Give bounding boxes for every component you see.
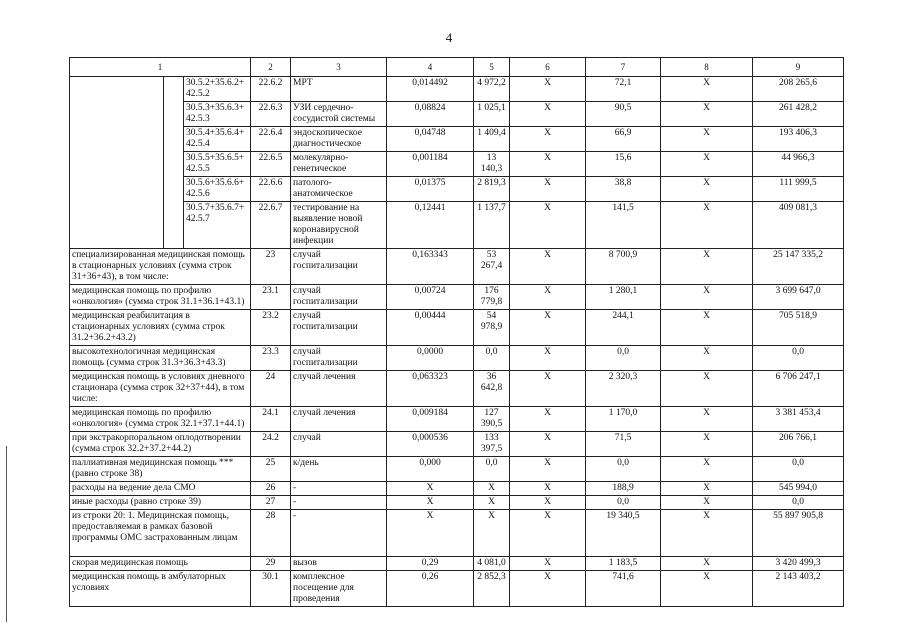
row-label: медицинская помощь в условиях дневного стационара (сумма строк 32+37+44), в том числе: (70, 371, 251, 407)
table-cell: 22.6.7 (251, 202, 291, 249)
table-cell: 3 381 453,4 (753, 407, 844, 432)
table-row (70, 77, 844, 102)
table-cell: 1 280,1 (586, 285, 661, 310)
table-cell: 23 (251, 249, 291, 285)
table-cell: 30.5.3+35.6.3+ 42.5.3 (184, 102, 251, 127)
table-cell: X (474, 482, 510, 496)
column-header: 6 (510, 58, 586, 77)
table-cell: 90,5 (586, 102, 661, 127)
column-header-row (70, 58, 844, 77)
table-cell: X (510, 346, 586, 371)
row-label: иные расходы (равно строке 39) (70, 496, 251, 510)
table-cell: 0,000 (387, 457, 474, 482)
table-cell: случай госпитализации (291, 285, 387, 310)
table-cell: 29 (251, 557, 291, 571)
table-cell: 1 409,4 (474, 127, 510, 152)
table-cell: X (510, 571, 586, 607)
table-cell: патолого-анатомическое (291, 177, 387, 202)
table-cell: 0,0 (753, 346, 844, 371)
table-cell: 23.3 (251, 346, 291, 371)
table-cell: случай лечения (291, 371, 387, 407)
table-cell: эндоскопическое диагностическое (291, 127, 387, 152)
table-cell: 13 140,3 (474, 152, 510, 177)
table-cell: X (661, 102, 753, 127)
table-cell: 3 699 647,0 (753, 285, 844, 310)
table-cell: 0,26 (387, 571, 474, 607)
column-header: 4 (387, 58, 474, 77)
table-cell: случай лечения (291, 407, 387, 432)
table-cell: 30.5.4+35.6.4+ 42.5.4 (184, 127, 251, 152)
table-cell: случай (291, 432, 387, 457)
column-header: 8 (661, 58, 753, 77)
table-cell: 0,0 (586, 346, 661, 371)
table-cell: 0,29 (387, 557, 474, 571)
table-cell: X (510, 557, 586, 571)
table-cell: 30.5.2+35.6.2+ 42.5.2 (184, 77, 251, 102)
table-cell: X (510, 457, 586, 482)
table-cell: X (474, 496, 510, 510)
table-cell: 2 143 403,2 (753, 571, 844, 607)
table-cell: X (510, 152, 586, 177)
table-cell: 0,0 (586, 496, 661, 510)
table-cell: 176 779,8 (474, 285, 510, 310)
table-cell: 22.6.4 (251, 127, 291, 152)
table-cell: 24 (251, 371, 291, 407)
table-cell: 2 819,3 (474, 177, 510, 202)
table-cell: случай госпитализации (291, 346, 387, 371)
table-cell: 36 642,8 (474, 371, 510, 407)
table-cell: 26 (251, 482, 291, 496)
table-row (70, 310, 844, 346)
table-cell: случай госпитализации (291, 249, 387, 285)
column-header: 9 (753, 58, 844, 77)
table-cell: X (661, 346, 753, 371)
table-cell: 44 966,3 (753, 152, 844, 177)
table-cell: 22.6.2 (251, 77, 291, 102)
table-cell: X (510, 177, 586, 202)
table-cell: 0,0 (474, 457, 510, 482)
table-cell: 30.5.7+35.6.7+ 42.5.7 (184, 202, 251, 249)
table-row (70, 285, 844, 310)
row-label: высокотехнологичная медицинская помощь (сумма строк 31.3+36.3+43.3) (70, 346, 251, 371)
table-row (70, 202, 844, 249)
table-cell: 2 320,3 (586, 371, 661, 407)
table-cell: 1 025,1 (474, 102, 510, 127)
table-cell: 188,9 (586, 482, 661, 496)
table-cell: 53 267,4 (474, 249, 510, 285)
table-row (70, 127, 844, 152)
table-row (70, 482, 844, 496)
table-cell: 72,1 (586, 77, 661, 102)
row-label: медицинская реабилитация в стационарных условиях (сумма строк 31.2+36.2+43.2) (70, 310, 251, 346)
table-cell: к/день (291, 457, 387, 482)
column-header: 2 (251, 58, 291, 77)
table-cell: 22.6.5 (251, 152, 291, 177)
table-cell: - (291, 496, 387, 510)
table-row (70, 557, 844, 571)
table-cell: 8 700,9 (586, 249, 661, 285)
table-cell: 2 852,3 (474, 571, 510, 607)
table-cell: 66,9 (586, 127, 661, 152)
table-row (70, 407, 844, 432)
merged-cell (164, 77, 184, 249)
table-row (70, 432, 844, 457)
table-row (70, 571, 844, 607)
table-cell: X (510, 510, 586, 557)
table-cell: X (510, 407, 586, 432)
table-cell: 28 (251, 510, 291, 557)
table-cell: 0,00444 (387, 310, 474, 346)
table-cell: X (510, 432, 586, 457)
table-cell: 0,163343 (387, 249, 474, 285)
table-cell: 0,04748 (387, 127, 474, 152)
column-header: 1 (70, 58, 251, 77)
table-cell: X (661, 510, 753, 557)
table-row (70, 346, 844, 371)
table-row (70, 102, 844, 127)
column-header: 7 (586, 58, 661, 77)
table-cell: 4 081,0 (474, 557, 510, 571)
table-cell: 741,6 (586, 571, 661, 607)
table-cell: X (661, 457, 753, 482)
table-cell: 4 972,2 (474, 77, 510, 102)
table-cell: X (387, 482, 474, 496)
table-cell: 705 518,9 (753, 310, 844, 346)
table-row (70, 249, 844, 285)
table-cell: 133 397,5 (474, 432, 510, 457)
table-cell: X (510, 102, 586, 127)
table-cell: МРТ (291, 77, 387, 102)
margin-line (6, 446, 7, 622)
table-cell: случай госпитализации (291, 310, 387, 346)
row-label: специализированная медицинская помощь в стационарных условиях (сумма строк 31+36+43), в том числе: (70, 249, 251, 285)
table-cell: X (510, 249, 586, 285)
row-label: при экстракорпоральном оплодотворении (сумма строк 32.2+37.2+44.2) (70, 432, 251, 457)
table-cell: X (510, 371, 586, 407)
table-cell: X (510, 77, 586, 102)
table-cell: X (661, 557, 753, 571)
table-cell: 24.1 (251, 407, 291, 432)
table-cell: 15,6 (586, 152, 661, 177)
table-cell: 0,08824 (387, 102, 474, 127)
table-cell: X (661, 127, 753, 152)
table-cell: 30.5.5+35.6.5+ 42.5.5 (184, 152, 251, 177)
table-cell: 24.2 (251, 432, 291, 457)
table-cell: 193 406,3 (753, 127, 844, 152)
table-cell: X (661, 371, 753, 407)
table-cell: 545 994,0 (753, 482, 844, 496)
page-number: 4 (445, 30, 453, 45)
table-cell: 71,5 (586, 432, 661, 457)
row-label: медицинская помощь по профилю «онкология» (сумма строк 32.1+37.1+44.1) (70, 407, 251, 432)
table-cell: 1 137,7 (474, 202, 510, 249)
table-cell: X (661, 407, 753, 432)
table-cell: 0,0 (586, 457, 661, 482)
table-cell: 0,000536 (387, 432, 474, 457)
table-cell: X (510, 285, 586, 310)
table-cell: X (661, 310, 753, 346)
table-cell: X (661, 152, 753, 177)
table-cell: - (291, 510, 387, 557)
table-cell: - (291, 482, 387, 496)
table-cell: молекулярно-генетическое (291, 152, 387, 177)
table-row (70, 177, 844, 202)
column-header: 5 (474, 58, 510, 77)
table-cell: 0,0 (474, 346, 510, 371)
table-row (70, 510, 844, 557)
table-cell: 206 766,1 (753, 432, 844, 457)
table-cell: 0,009184 (387, 407, 474, 432)
table-cell: комплексное посещение для проведения (291, 571, 387, 607)
table-cell: 38,8 (586, 177, 661, 202)
table-row (70, 152, 844, 177)
table-cell: X (661, 177, 753, 202)
table-cell: 0,12441 (387, 202, 474, 249)
table-row (70, 457, 844, 482)
table-cell: 30.5.6+35.6.6+ 42.5.6 (184, 177, 251, 202)
table-cell: 0,014492 (387, 77, 474, 102)
table-cell: 25 (251, 457, 291, 482)
table-cell: 23.2 (251, 310, 291, 346)
table-cell: X (661, 202, 753, 249)
table-cell: вызов (291, 557, 387, 571)
table-cell: 0,001184 (387, 152, 474, 177)
table-cell: X (510, 496, 586, 510)
table-cell: 3 420 499,3 (753, 557, 844, 571)
row-label: расходы на ведение дела СМО (70, 482, 251, 496)
table-cell: 30.1 (251, 571, 291, 607)
table-cell: 409 081,3 (753, 202, 844, 249)
table-cell: X (661, 496, 753, 510)
row-label: медицинская помощь в амбулаторных условиях (70, 571, 251, 607)
row-label: медицинская помощь по профилю «онкология» (сумма строк 31.1+36.1+43.1) (70, 285, 251, 310)
row-label: скорая медицинская помощь (70, 557, 251, 571)
table-cell: 0,00724 (387, 285, 474, 310)
table-cell: X (661, 482, 753, 496)
table-cell: 141,5 (586, 202, 661, 249)
table-cell: X (661, 432, 753, 457)
table-cell: X (510, 127, 586, 152)
table-cell: тестирование на выявление новой коронавирусной инфекции (291, 202, 387, 249)
column-header: 3 (291, 58, 387, 77)
merged-cell (70, 77, 164, 249)
table-cell: X (474, 510, 510, 557)
table-cell: 22.6.6 (251, 177, 291, 202)
table-cell: X (387, 510, 474, 557)
table-cell: 27 (251, 496, 291, 510)
table-cell: 55 897 905,8 (753, 510, 844, 557)
table-cell: X (661, 571, 753, 607)
table-cell: X (510, 310, 586, 346)
table-cell: X (661, 285, 753, 310)
table-cell: 6 706 247,1 (753, 371, 844, 407)
table-cell: 208 265,6 (753, 77, 844, 102)
table-cell: 0,0000 (387, 346, 474, 371)
table-cell: 1 170,0 (586, 407, 661, 432)
table-cell: 0,0 (753, 496, 844, 510)
table-cell: 23.1 (251, 285, 291, 310)
table-cell: 0,0 (753, 457, 844, 482)
table-cell: X (387, 496, 474, 510)
table-cell: 261 428,2 (753, 102, 844, 127)
row-label: паллиативная медицинская помощь *** (равно строке 38) (70, 457, 251, 482)
table-cell: 19 340,5 (586, 510, 661, 557)
table-cell: X (661, 77, 753, 102)
table-cell: 22.6.3 (251, 102, 291, 127)
table-cell: УЗИ сердечно-сосудистой системы (291, 102, 387, 127)
table-cell: X (661, 249, 753, 285)
table-cell: 25 147 335,2 (753, 249, 844, 285)
table-cell: 244,1 (586, 310, 661, 346)
table-cell: 54 978,9 (474, 310, 510, 346)
data-table (69, 57, 844, 607)
table-cell: 127 390,5 (474, 407, 510, 432)
table-cell: X (510, 202, 586, 249)
table-cell: 0,01375 (387, 177, 474, 202)
table-cell: 111 999,5 (753, 177, 844, 202)
table-cell: X (510, 482, 586, 496)
table-row (70, 496, 844, 510)
table-cell: 1 183,5 (586, 557, 661, 571)
table-row (70, 371, 844, 407)
table-cell: 0,063323 (387, 371, 474, 407)
row-label: из строки 20: 1. Медицинская помощь, предоставляемая в рамках базовой программы ОМС застрахованным лицам (70, 510, 251, 557)
